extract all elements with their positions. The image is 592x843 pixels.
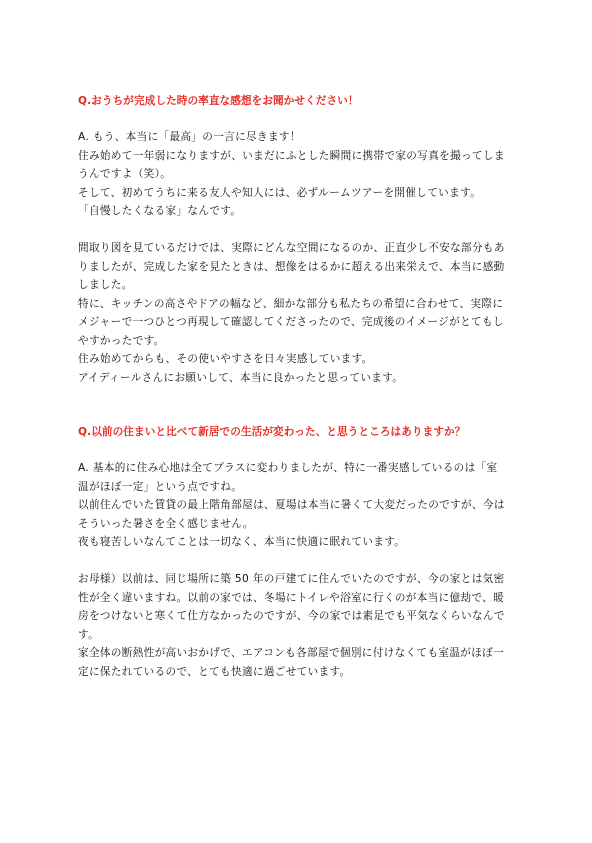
question-text: Q.おうちが完成した時の率直な感想をお聞かせください！ xyxy=(78,95,359,107)
answer-line: 定に保たれているので、とても快適に過ごせています。 xyxy=(78,665,351,678)
answer-line: 夜も寝苦しいなんてことは一切なく、本当に快適に眠れています。 xyxy=(78,536,406,548)
answer-line: 間取り図を見ているだけでは、実際にどんな空間になるのか、正直少し不安な部分もあ xyxy=(78,242,505,254)
answer-line: 温がほぼ一定」という点ですね。 xyxy=(78,480,243,493)
answer-line: 房をつけないと寒くて仕方なかったのですが、今の家では素足でも平気なくらいなんで xyxy=(78,610,505,622)
answer-line: A. 基本的に住み心地は全てプラスに変わりましたが、特に一番実感しているのは「室 xyxy=(78,462,498,474)
answer-line: やすかったです。 xyxy=(78,334,165,347)
paragraph-gap xyxy=(78,221,526,240)
answer-line: 住み始めて一年弱になりますが、いまだにふとした瞬間に携帯で家の写真を撮ってしま xyxy=(78,149,505,162)
answer-line: りましたが、完成した家を見たときは、想像をはるかに超える出来栄えで、本当に感動 xyxy=(78,260,505,273)
answer-block-2 xyxy=(78,459,526,681)
answer-line: しました。 xyxy=(78,279,133,291)
question-heading-2 xyxy=(78,424,526,440)
question-heading-1 xyxy=(78,93,526,109)
answer-line: 特に、キッチンの高さやドアの幅など、細かな部分も私たちの希望に合わせて、実際に xyxy=(78,297,504,310)
answer-line: 家全体の断熱性が高いおかげで、エアコンも各部屋で個別に付けなくても室温がほぼ一 xyxy=(78,647,505,659)
answer-line: お母様）以前は、同じ場所に築 50 年の戸建てに住んでいたのですが、今の家とは気密 xyxy=(78,573,505,585)
answer-line: そして、初めてうちに来る友人や知人には、必ずルームツアーを開催しています。 xyxy=(78,186,482,199)
answer-line: アイディールさんにお願いして、本当に良かったと思っています。 xyxy=(78,371,404,384)
answer-line: 「自慢したくなる家」なんです。 xyxy=(78,205,242,217)
answer-line: 性が全く違いますね。以前の家では、冬場にトイレや浴室に行くのが本当に億劫で、暖 xyxy=(78,591,505,604)
question-text: Q.以前の住まいと比べて新居での生活が変わった、と思うところはありますか？ xyxy=(78,426,466,438)
answer-line: うんですよ（笑）。 xyxy=(78,168,172,180)
answer-line: A. もう、本当に「最高」の一言に尽きます！ xyxy=(78,131,301,143)
answer-line: そういった暑さを全く感じません。 xyxy=(78,517,254,530)
answer-line: 以前住んでいた賃貸の最上階角部屋は、夏場は本当に暑くて大変だったのですが、今は xyxy=(78,499,505,511)
answer-line: メジャーで一つひとつ再現して確認してくださったので、完成後のイメージがとてもし xyxy=(78,316,504,328)
answer-line: 住み始めてからも、その使いやすさを日々実感しています。 xyxy=(78,353,373,365)
paragraph-gap xyxy=(78,552,526,571)
answer-line: す。 xyxy=(78,628,100,641)
answer-block-1 xyxy=(78,128,526,387)
